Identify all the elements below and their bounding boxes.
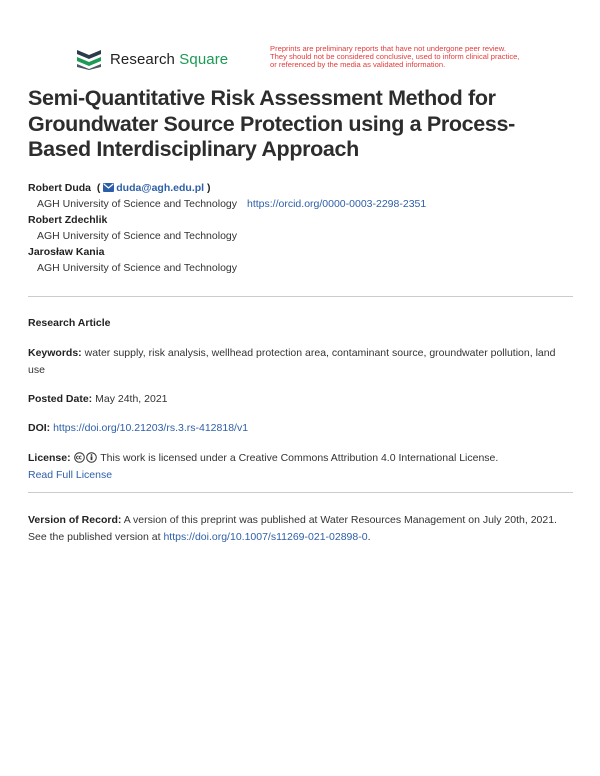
published-version-link[interactable]: https://doi.org/10.1007/s11269-021-02898-0 xyxy=(163,531,368,543)
license: License: This work is licensed under a Creative Commons Attribution 4.0 International License. Read Full License xyxy=(28,452,499,481)
disclaimer-line: They should not be considered conclusive, used to inform clinical practice, xyxy=(270,52,520,62)
author-name: Jarosław Kania xyxy=(28,246,105,258)
divider xyxy=(28,296,573,297)
attribution-icon xyxy=(86,452,97,463)
doi: DOI: https://doi.org/10.21203/rs.3.rs-412818/v1 xyxy=(28,422,249,434)
creative-commons-icon xyxy=(74,452,85,463)
keywords-label: Keywords: xyxy=(28,347,82,359)
keywords xyxy=(28,345,573,379)
author-affiliation: AGH University of Science and Technology https://orcid.org/0000-0003-2298-2351 xyxy=(37,198,427,210)
version-of-record: Version of Record: A version of this preprint was published at Water Resources Management on July 20th, 2021. See the published version at https://doi.org/10.1007/s11269-021-02898-0. xyxy=(28,514,557,543)
posted-date: Posted Date: May 24th, 2021 xyxy=(28,393,168,405)
author-email-link[interactable]: duda@agh.edu.pl xyxy=(116,182,205,194)
orcid-link[interactable]: https://orcid.org/0000-0003-2298-2351 xyxy=(247,198,427,210)
disclaimer-line: Preprints are preliminary reports that have not undergone peer review. xyxy=(270,44,506,53)
mail-icon xyxy=(103,183,114,192)
divider xyxy=(28,492,573,493)
research-square-logo[interactable] xyxy=(76,48,228,70)
logo-text: Research Square xyxy=(110,50,229,68)
keywords-value: water supply, risk analysis, wellhead protection area, contaminant source, groundwater pollution, land use xyxy=(28,347,556,376)
author-affiliation: AGH University of Science and Technology xyxy=(37,230,237,242)
author-affiliation: AGH University of Science and Technology xyxy=(37,262,237,274)
paper-title: Semi-Quantitative Risk Assessment Method for Groundwater Source Protection using a Process-Based Interdisciplinary Approach xyxy=(28,86,515,161)
preprint-disclaimer xyxy=(270,45,535,70)
article-type: Research Article xyxy=(28,317,111,329)
author-name: Robert Duda ( duda@agh.edu.pl ) xyxy=(28,182,211,194)
author-list xyxy=(28,181,573,277)
disclaimer-line: or referenced by the media as validated information. xyxy=(270,60,446,70)
author-name: Robert Zdechlik xyxy=(28,214,108,226)
doi-link[interactable]: https://doi.org/10.21203/rs.3.rs-412818/v1 xyxy=(53,422,249,434)
read-full-license-link[interactable]: Read Full License xyxy=(28,469,113,481)
research-square-logo-icon xyxy=(76,48,102,70)
